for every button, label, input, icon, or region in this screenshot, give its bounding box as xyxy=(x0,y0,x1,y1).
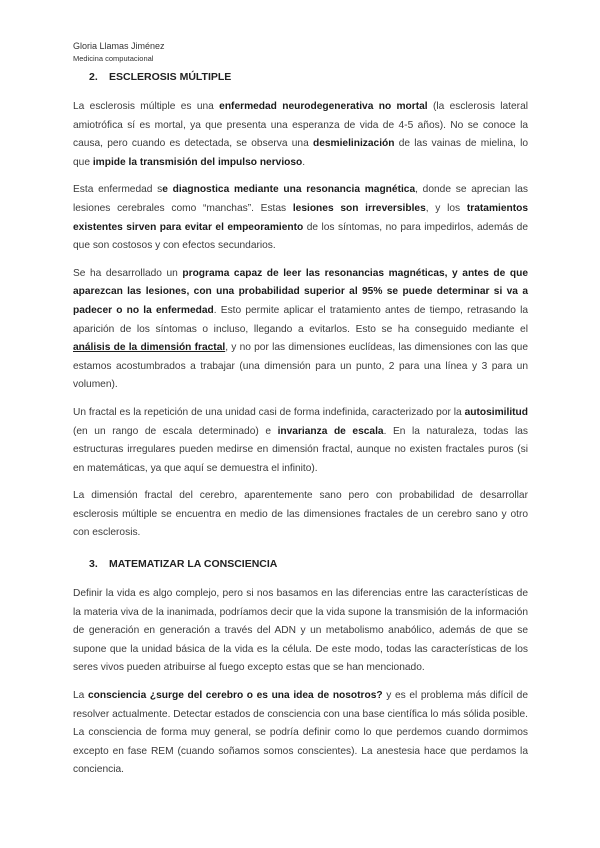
section-3-heading xyxy=(73,555,528,573)
section-2-heading xyxy=(73,68,528,86)
paragraph-program: Se ha desarrollado un programa capaz de leer las resonancias magnéticas, y antes de que aparezcan las lesiones, con una probabilidad superior al 95% se puede determinar si va a padecer o no la enfermedad. Esto permite aplicar el tratamiento antes de tiempo, retrasando la aparición de los síntomas o incluso, llegando a evitarlos. Esto se ha conseguido mediante el análisis de la dimensión fractal, y no por las dimensiones euclídeas, las dimensiones con las que estamos acostumbrados a trabajar (una dimensión para un punto, 2 para una línea y 3 para un volumen). xyxy=(73,267,529,391)
paragraph-fractal: Un fractal es la repetición de una unidad casi de forma indefinida, caracterizado por la autosimilitud (en un rango de escala determinado) e invarianza de escala. En la naturaleza, todas las estructuras irregulares pueden medirse en dimensión fractal, aunque no existen fractales puros (si en matemáticas, ya que aquí se demuestra el infinito). xyxy=(73,406,528,474)
paragraph-esclerosis-definition: La esclerosis múltiple es una enfermedad neurodegenerativa no mortal (la esclerosis lateral amiotrófica sí es mortal, ya que presenta una esperanza de vida de 4-5 años). No se conoce la causa, pero cuando es detectada, se observa una desmielinización de las vainas de mielina, lo que impide la transmisión del impulso nervioso. xyxy=(73,101,529,168)
paragraph-life-definition: Definir la vida es algo complejo, pero si nos basamos en las diferencias entre las características de la materia viva de la inanimada, podríamos decir que la vida supone la transmisión de la información de generación en generación a través del ADN y un metabolismo anabólico, además de que se supone que la unidad básica de la vida es la célula. De este modo, todas las características de los seres vivos pueden atribuirse al fuego excepto estas que se han mencionado. xyxy=(73,588,528,674)
document-body xyxy=(73,68,528,780)
paragraph-consciousness: La consciencia ¿surge del cerebro o es una idea de nosotros? y es el problema más difícil de resolver actualmente. Detectar estados de consciencia con una base científica lo más sólida posible. La consciencia de forma muy general, se podría definir como lo que perdemos cuando dormimos excepto en fase REM (cuando soñamos somos conscientes). La anestesia hace que perdamos la conciencia. xyxy=(73,690,528,776)
author-name: Gloria Llamas Jiménez xyxy=(73,41,165,51)
paragraph-diagnosis: Esta enfermedad se diagnostica mediante una resonancia magnética, donde se aprecian las lesiones cerebrales como “manchas”. Estas lesiones son irreversibles, y los tratamientos existentes sirven para evitar el empeoramiento de los síntomas, no para impedirlos, además de que son costosos y con efectos secundarios. xyxy=(73,184,529,252)
paragraph-brain-fractal-dimension: La dimensión fractal del cerebro, aparentemente sano pero con probabilidad de desarrollar esclerosis múltiple se encuentra en medio de las dimensiones fractales de un cerebro sano y otro con esclerosis. xyxy=(73,490,528,539)
section-3-number: 3. xyxy=(89,558,98,571)
section-2-title: ESCLEROSIS MÚLTIPLE xyxy=(109,71,232,83)
page-header xyxy=(73,39,165,64)
section-2-number: 2. xyxy=(89,71,98,83)
course-name: Medicina computacional xyxy=(73,54,154,63)
fractal-analysis-term: análisis de la dimensión fractal xyxy=(73,342,226,354)
section-3-title: MATEMATIZAR LA CONSCIENCIA xyxy=(109,558,278,571)
